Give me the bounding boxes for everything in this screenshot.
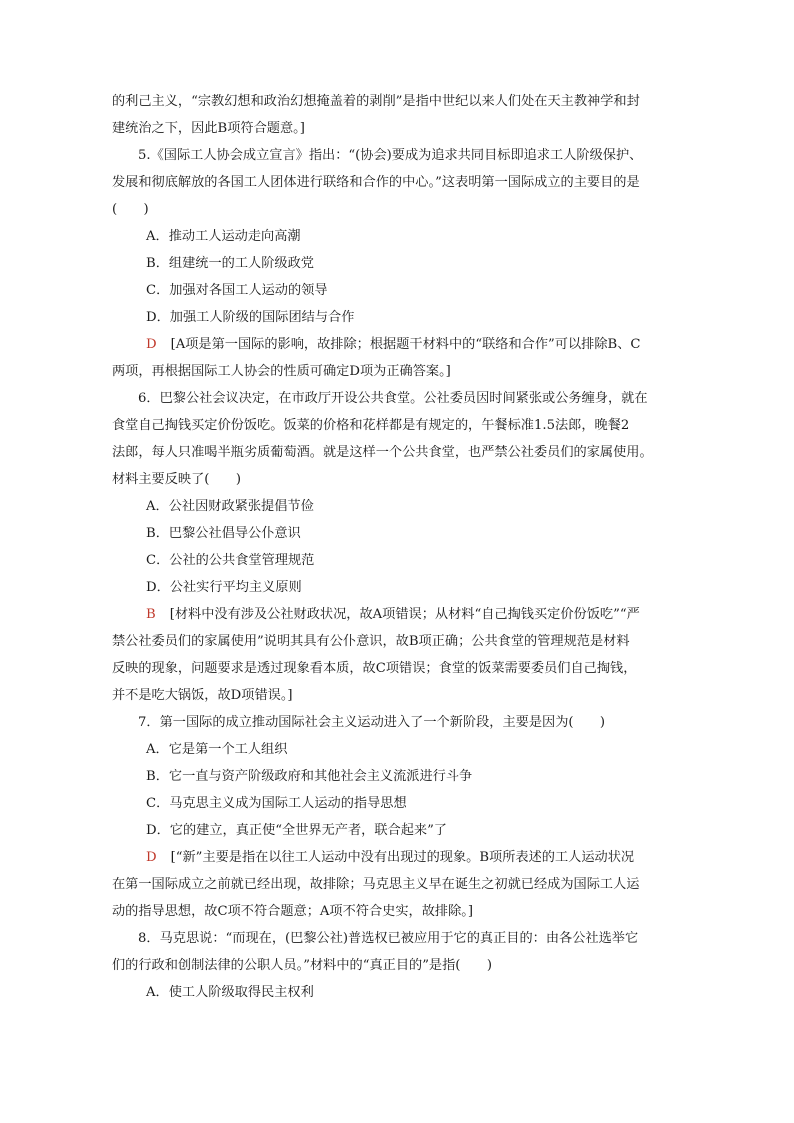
explanation-text: 禁公社委员们的家属使用”说明其具有公仆意识，故B项正确；公共食堂的管理规范是材料 bbox=[112, 634, 630, 649]
question-stem: 法郎，每人只准喝半瓶劣质葡萄酒。就是这样一个公共食堂，也严禁公社委员们的家属使用。 bbox=[112, 445, 653, 460]
option-b: B．巴黎公社倡导公仆意识 bbox=[146, 526, 301, 541]
explanation-text: [A项是第一国际的影响，故排除；根据题干材料中的“联络和合作”可以排除B、C bbox=[170, 337, 641, 352]
question-6 bbox=[112, 385, 684, 709]
continuation-line: 建统治之下，因此B项符合题意。] bbox=[112, 121, 305, 136]
question-stem: 材料主要反映了( ) bbox=[112, 472, 241, 487]
explanation-text: 两项，再根据国际工人协会的性质可确定D项为正确答案。] bbox=[112, 364, 451, 379]
explanation-text: 反映的现象，问题要求是透过现象看本质，故C项错误；食堂的饭菜需要委员们自己掏钱， bbox=[112, 661, 637, 676]
question-stem: 8．马克思说：“而现在，(巴黎公社)普选权已被应用于它的真正目的：由各公社选举它 bbox=[138, 931, 639, 946]
option-a: A．公社因财政紧张提倡节俭 bbox=[146, 499, 314, 514]
option-b: B．组建统一的工人阶级政党 bbox=[146, 256, 314, 271]
option-c: C．公社的公共食堂管理规范 bbox=[146, 553, 315, 568]
question-stem: 发展和彻底解放的各国工人团体进行联络和合作的中心。”这表明第一国际成立的主要目的是 bbox=[112, 175, 640, 190]
explanation-text: 并不是吃大锅饭，故D项错误。] bbox=[112, 688, 293, 703]
option-a: A．推动工人运动走向高潮 bbox=[146, 229, 301, 244]
option-a: A．它是第一个工人组织 bbox=[146, 742, 288, 757]
option-d: D．它的建立，真正使“全世界无产者，联合起来”了 bbox=[146, 823, 447, 838]
explanation-text: 动的指导思想，故C项不符合题意；A项不符合史实，故排除。] bbox=[112, 904, 474, 919]
explanation-text: 在第一国际成立之前就已经出现，故排除；马克思主义早在诞生之初就已经成为国际工人运 bbox=[112, 877, 640, 892]
option-a: A．使工人阶级取得民主权利 bbox=[146, 985, 314, 1000]
explanation-text: [材料中没有涉及公社财政状况，故A项错误；从材料“自己掏钱买定价份饭吃”“严 bbox=[169, 607, 640, 622]
continuation-line: 的利己主义，“宗教幻想和政治幻想掩盖着的剥削”是指中世纪以来人们处在天主教神学和封 bbox=[112, 94, 640, 109]
question-stem: 5.《国际工人协会成立宣言》指出：“(协会)要成为追求共同目标即追求工人阶级保护、 bbox=[138, 148, 643, 163]
option-d: D．公社实行平均主义原则 bbox=[146, 580, 302, 595]
answer-explanation bbox=[112, 601, 684, 628]
question-stem: 7．第一国际的成立推动国际社会主义运动进入了一个新阶段，主要是因为( ) bbox=[138, 715, 606, 730]
answer-explanation bbox=[112, 844, 684, 871]
answer-explanation bbox=[112, 331, 684, 358]
question-stem: 6．巴黎公社会议决定，在市政厅开设公共食堂。公社委员因时间紧张或公务缠身，就在 bbox=[138, 391, 648, 406]
question-8 bbox=[112, 925, 684, 1006]
option-d: D．加强工人阶级的国际团结与合作 bbox=[146, 310, 355, 325]
option-b: B．它一直与资产阶级政府和其他社会主义流派进行斗争 bbox=[146, 769, 473, 784]
question-5 bbox=[112, 142, 684, 385]
option-c: C．马克思主义成为国际工人运动的指导思想 bbox=[146, 796, 407, 811]
question-stem: 们的行政和创制法律的公职人员。”材料中的“真正目的”是指( ) bbox=[112, 958, 492, 973]
answer-letter: B bbox=[146, 607, 156, 622]
explanation-text: [“新”主要是指在以往工人运动中没有出现过的现象。B项所表述的工人运动状况 bbox=[170, 850, 635, 865]
answer-letter: D bbox=[146, 337, 157, 352]
question-7 bbox=[112, 709, 684, 925]
option-c: C．加强对各国工人运动的领导 bbox=[146, 283, 328, 298]
question-stem: ( ) bbox=[112, 202, 149, 217]
answer-letter: D bbox=[146, 850, 157, 865]
document-page bbox=[112, 88, 684, 1006]
question-stem: 食堂自己掏钱买定价份饭吃。饭菜的价格和花样都是有规定的，午餐标准1.5法郎，晚餐2 bbox=[112, 418, 630, 433]
